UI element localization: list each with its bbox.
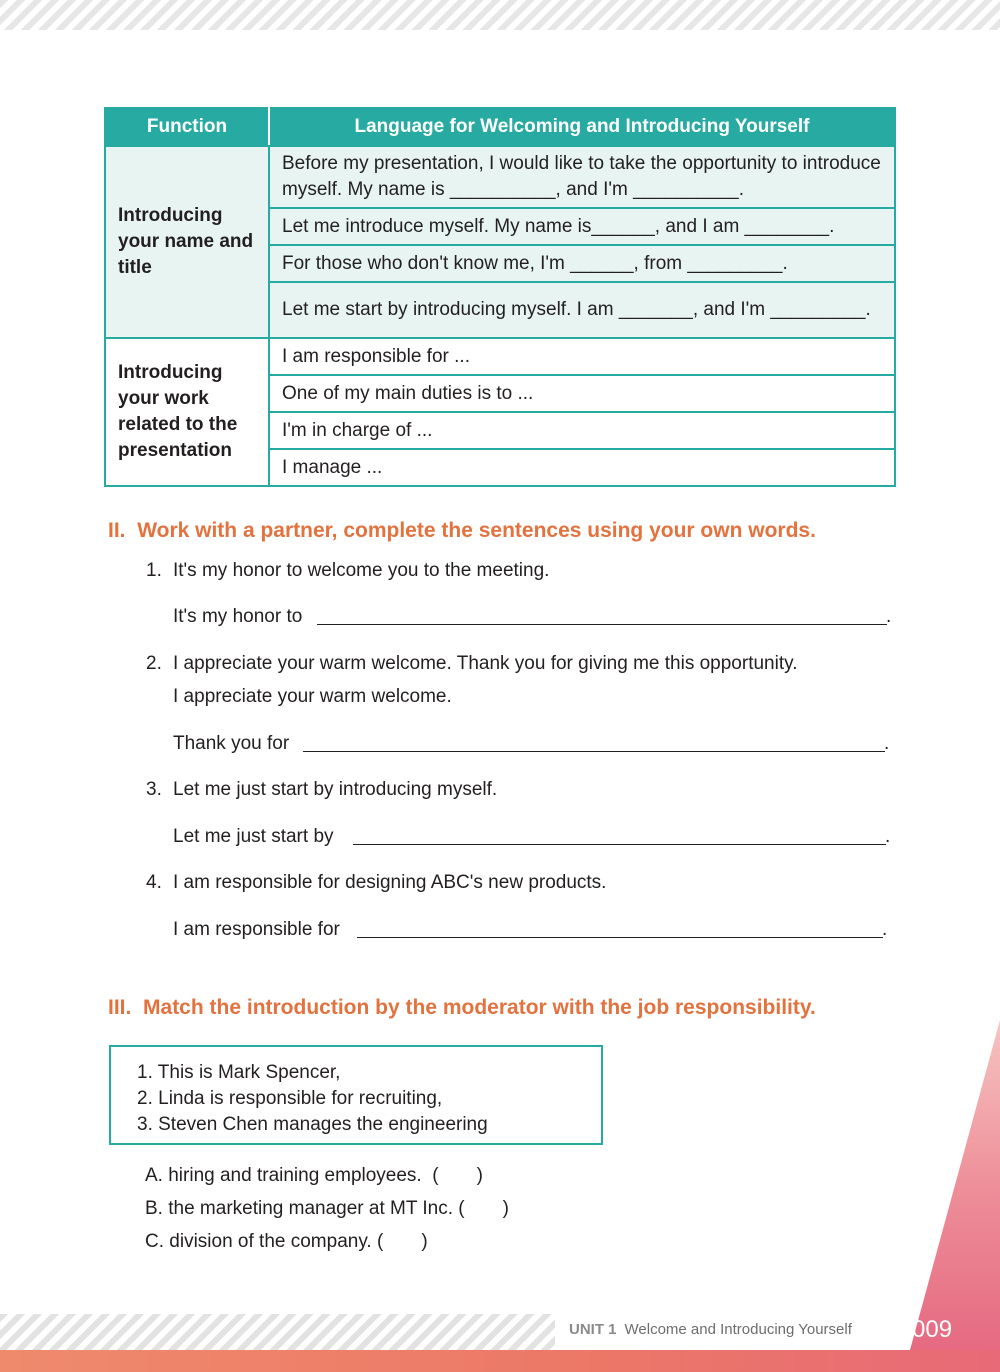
function-cell-work: Introducing your work related to the presentation bbox=[105, 338, 269, 486]
header-function: Function bbox=[105, 108, 269, 146]
bottom-color-bar bbox=[0, 1350, 1000, 1372]
footer-unit-label bbox=[569, 1321, 852, 1338]
match-box bbox=[109, 1045, 603, 1145]
unit-title: Welcome and Introducing Yourself bbox=[624, 1321, 852, 1338]
language-cell: Before my presentation, I would like to take the opportunity to introduce myself. My name is __________, and I'm __________. bbox=[269, 146, 895, 208]
paren-close: ) bbox=[476, 1165, 483, 1186]
section-3-heading-text: Match the introduction by the moderator with the job responsibility. bbox=[143, 996, 816, 1019]
item-1-sentence: It's my honor to welcome you to the meeting. bbox=[173, 560, 550, 581]
paren-close: ) bbox=[421, 1231, 428, 1252]
table-row bbox=[105, 338, 895, 375]
period-mark: . bbox=[886, 606, 892, 627]
item-2-prompt: Thank you for bbox=[173, 733, 290, 754]
period-mark: . bbox=[882, 919, 888, 940]
function-cell-name-title: Introducing your name and title bbox=[105, 146, 269, 338]
answer-blank-1[interactable] bbox=[317, 624, 887, 625]
table-row bbox=[105, 146, 895, 208]
language-cell: Let me introduce myself. My name is______, and I am ________. bbox=[269, 208, 895, 245]
item-2-number: 2. bbox=[146, 653, 162, 674]
item-3-number: 3. bbox=[146, 779, 162, 800]
language-table bbox=[104, 107, 896, 487]
answer-blank-3[interactable] bbox=[353, 844, 886, 845]
section-2-heading-text: Work with a partner, complete the sentences using your own words. bbox=[137, 519, 816, 542]
period-mark: . bbox=[885, 826, 891, 847]
item-3-sentence: Let me just start by introducing myself. bbox=[173, 779, 498, 800]
item-1-number: 1. bbox=[146, 560, 162, 581]
choice-a-text: A. hiring and training employees. bbox=[145, 1165, 422, 1186]
item-4-sentence: I am responsible for designing ABC's new products. bbox=[173, 872, 607, 893]
language-cell: One of my main duties is to ... bbox=[269, 375, 895, 412]
paren-open: ( bbox=[432, 1165, 439, 1186]
item-1-prompt: It's my honor to bbox=[173, 606, 303, 627]
language-cell: I'm in charge of ... bbox=[269, 412, 895, 449]
paren-open: ( bbox=[376, 1231, 384, 1252]
language-cell: I am responsible for ... bbox=[269, 338, 895, 375]
paren-open: ( bbox=[458, 1198, 465, 1219]
paren-close: ) bbox=[502, 1198, 509, 1219]
choice-a bbox=[145, 1164, 483, 1188]
choice-c-text: C. division of the company. bbox=[145, 1231, 372, 1252]
unit-number: UNIT 1 bbox=[569, 1321, 617, 1338]
list-item: 1. This is Mark Spencer, bbox=[137, 1062, 341, 1083]
bottom-stripe-decoration bbox=[0, 1314, 555, 1350]
language-cell: Let me start by introducing myself. I am _______, and I'm _________. bbox=[269, 282, 895, 338]
answer-blank-2[interactable] bbox=[303, 751, 885, 752]
language-cell: I manage ... bbox=[269, 449, 895, 486]
list-item: 2. Linda is responsible for recruiting, bbox=[137, 1088, 443, 1109]
corner-triangle-decoration bbox=[880, 1020, 1000, 1350]
item-2-sentence: I appreciate your warm welcome. Thank you for giving me this opportunity. bbox=[173, 653, 798, 674]
choice-b-text: B. the marketing manager at MT Inc. bbox=[145, 1198, 454, 1219]
choice-b bbox=[145, 1197, 509, 1221]
section-2-number: II. bbox=[108, 519, 126, 542]
period-mark: . bbox=[884, 733, 890, 754]
section-3-number: III. bbox=[108, 996, 132, 1019]
page-number: 009 bbox=[912, 1316, 953, 1343]
answer-blank-4[interactable] bbox=[357, 937, 883, 938]
item-3-prompt: Let me just start by bbox=[173, 826, 334, 847]
item-4-prompt: I am responsible for bbox=[173, 919, 340, 940]
section-2-heading bbox=[108, 519, 816, 543]
header-language: Language for Welcoming and Introducing Yourself bbox=[269, 108, 895, 146]
language-cell: For those who don't know me, I'm ______, from _________. bbox=[269, 245, 895, 282]
item-4-number: 4. bbox=[146, 872, 162, 893]
top-stripe-decoration bbox=[0, 0, 1000, 30]
item-2-sentence-2: I appreciate your warm welcome. bbox=[173, 686, 452, 707]
choice-c bbox=[145, 1230, 428, 1254]
list-item: 3. Steven Chen manages the engineering bbox=[137, 1114, 488, 1135]
section-3-heading bbox=[108, 996, 816, 1020]
table-header-row bbox=[105, 108, 895, 146]
